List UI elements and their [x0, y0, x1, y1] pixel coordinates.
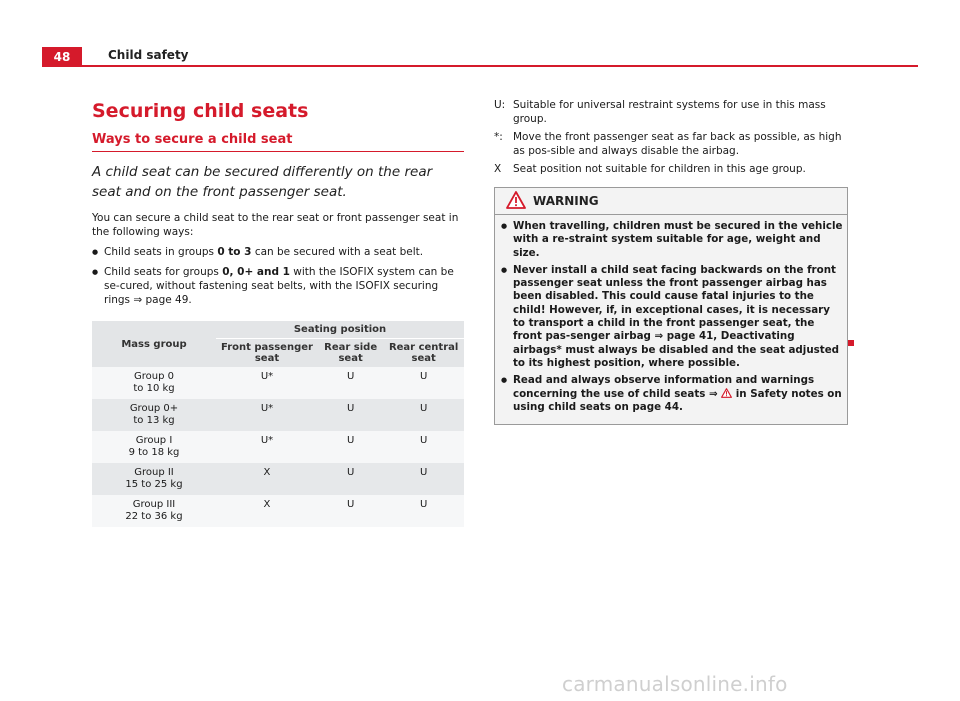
cell-side: U — [318, 495, 383, 527]
subsection-title: Ways to secure a child seat — [92, 132, 293, 147]
legend-text: Suitable for universal restraint systems for use in this mass group. — [513, 99, 826, 125]
warning-header — [495, 188, 847, 215]
header-rule — [82, 65, 918, 67]
legend-item — [494, 130, 846, 158]
right-column — [494, 98, 846, 425]
warning-box — [494, 187, 848, 425]
table-row — [92, 399, 464, 431]
table-row — [92, 367, 464, 399]
cell-front: X — [216, 495, 318, 527]
legend-text: Seat position not suitable for children in this age group. — [513, 163, 806, 175]
group-name: Group 0+ — [129, 403, 179, 414]
group-name: Group 0 — [134, 371, 174, 382]
warning-body — [495, 215, 847, 424]
lead-text: A child seat can be secured differently on the rear seat and on the front passenger seat. — [92, 164, 433, 200]
cell-side: U — [318, 399, 383, 431]
group-mass: 22 to 36 kg — [125, 511, 183, 522]
table-legend — [494, 98, 846, 176]
cell-central: U — [383, 495, 464, 527]
section-title: Child safety — [108, 48, 189, 62]
cell-front: U* — [216, 399, 318, 431]
header-rear-side: Rear side seat — [318, 339, 383, 368]
header-mass-group: Mass group — [92, 321, 216, 367]
cell-central: U — [383, 431, 464, 463]
cell-side: U — [318, 431, 383, 463]
bullet-seat-belt: ● Child seats in groups 0 to 3 can be secured with a seat belt. — [92, 245, 464, 259]
cell-front: U* — [216, 431, 318, 463]
group-mass: to 10 kg — [133, 383, 175, 394]
legend-item — [494, 98, 846, 126]
page-number: 48 — [42, 47, 82, 67]
group-name: Group II — [134, 467, 174, 478]
warning-item: ● Never install a child seat facing backwards on the front passenger seat unless the front passenger airbag has been disabled. This could cause fatal injuries to the child! However, if, in exceptional cases, it is necessary to transport a child in the front passenger seat, the front pas-senger airbag ⇒ page 41, Deactivating airbags* must always be disabled and the seat adjusted to its highest position, where possible. — [501, 264, 843, 370]
page-header — [42, 47, 918, 67]
cell-front: X — [216, 463, 318, 495]
cell-front: U* — [216, 367, 318, 399]
table-row — [92, 463, 464, 495]
intro-text: You can secure a child seat to the rear seat or front passenger seat in the following ways: — [92, 212, 459, 238]
legend-item — [494, 162, 846, 176]
left-column — [92, 100, 464, 527]
warning-triangle-icon — [506, 191, 526, 209]
header-seating-position: Seating position — [216, 321, 464, 339]
cell-side: U — [318, 463, 383, 495]
group-mass: 9 to 18 kg — [128, 447, 180, 458]
table-row — [92, 431, 464, 463]
cell-side: U — [318, 367, 383, 399]
bullet-isofix: ● Child seats for groups 0, 0+ and 1 with the ISOFIX system can be se-cured, without fastening seat belts, with the ISOFIX securing rings ⇒ page 49. — [92, 265, 464, 307]
legend-key: U: — [494, 99, 506, 111]
group-mass: 15 to 25 kg — [125, 479, 183, 490]
legend-text: Move the front passenger seat as far back as possible, as high as pos-sible and always disable the airbag. — [513, 131, 842, 157]
cell-central: U — [383, 463, 464, 495]
page-title: Securing child seats — [92, 100, 309, 122]
header-rear-central: Rear central seat — [383, 339, 464, 368]
cell-central: U — [383, 399, 464, 431]
warning-item: ● When travelling, children must be secured in the vehicle with a re-straint system suitable for age, weight and size. — [501, 220, 843, 260]
watermark: carmanualsonline.info — [562, 672, 788, 696]
legend-key: X — [494, 163, 502, 175]
header-front-passenger: Front passenger seat — [216, 339, 318, 368]
group-mass: to 13 kg — [133, 415, 175, 426]
end-of-section-marker — [848, 340, 854, 346]
table-row — [92, 495, 464, 527]
seating-position-table — [92, 321, 464, 527]
cell-central: U — [383, 367, 464, 399]
warning-triangle-icon — [721, 388, 732, 398]
group-name: Group III — [132, 499, 176, 510]
legend-key: *: — [494, 131, 503, 143]
subsection-rule — [92, 151, 464, 152]
group-name: Group I — [135, 435, 173, 446]
warning-item: ● Read and always observe information and warnings concerning the use of child seats ⇒ in Safety notes on using child seats on page 44. — [501, 374, 843, 414]
warning-title: WARNING — [533, 194, 599, 208]
